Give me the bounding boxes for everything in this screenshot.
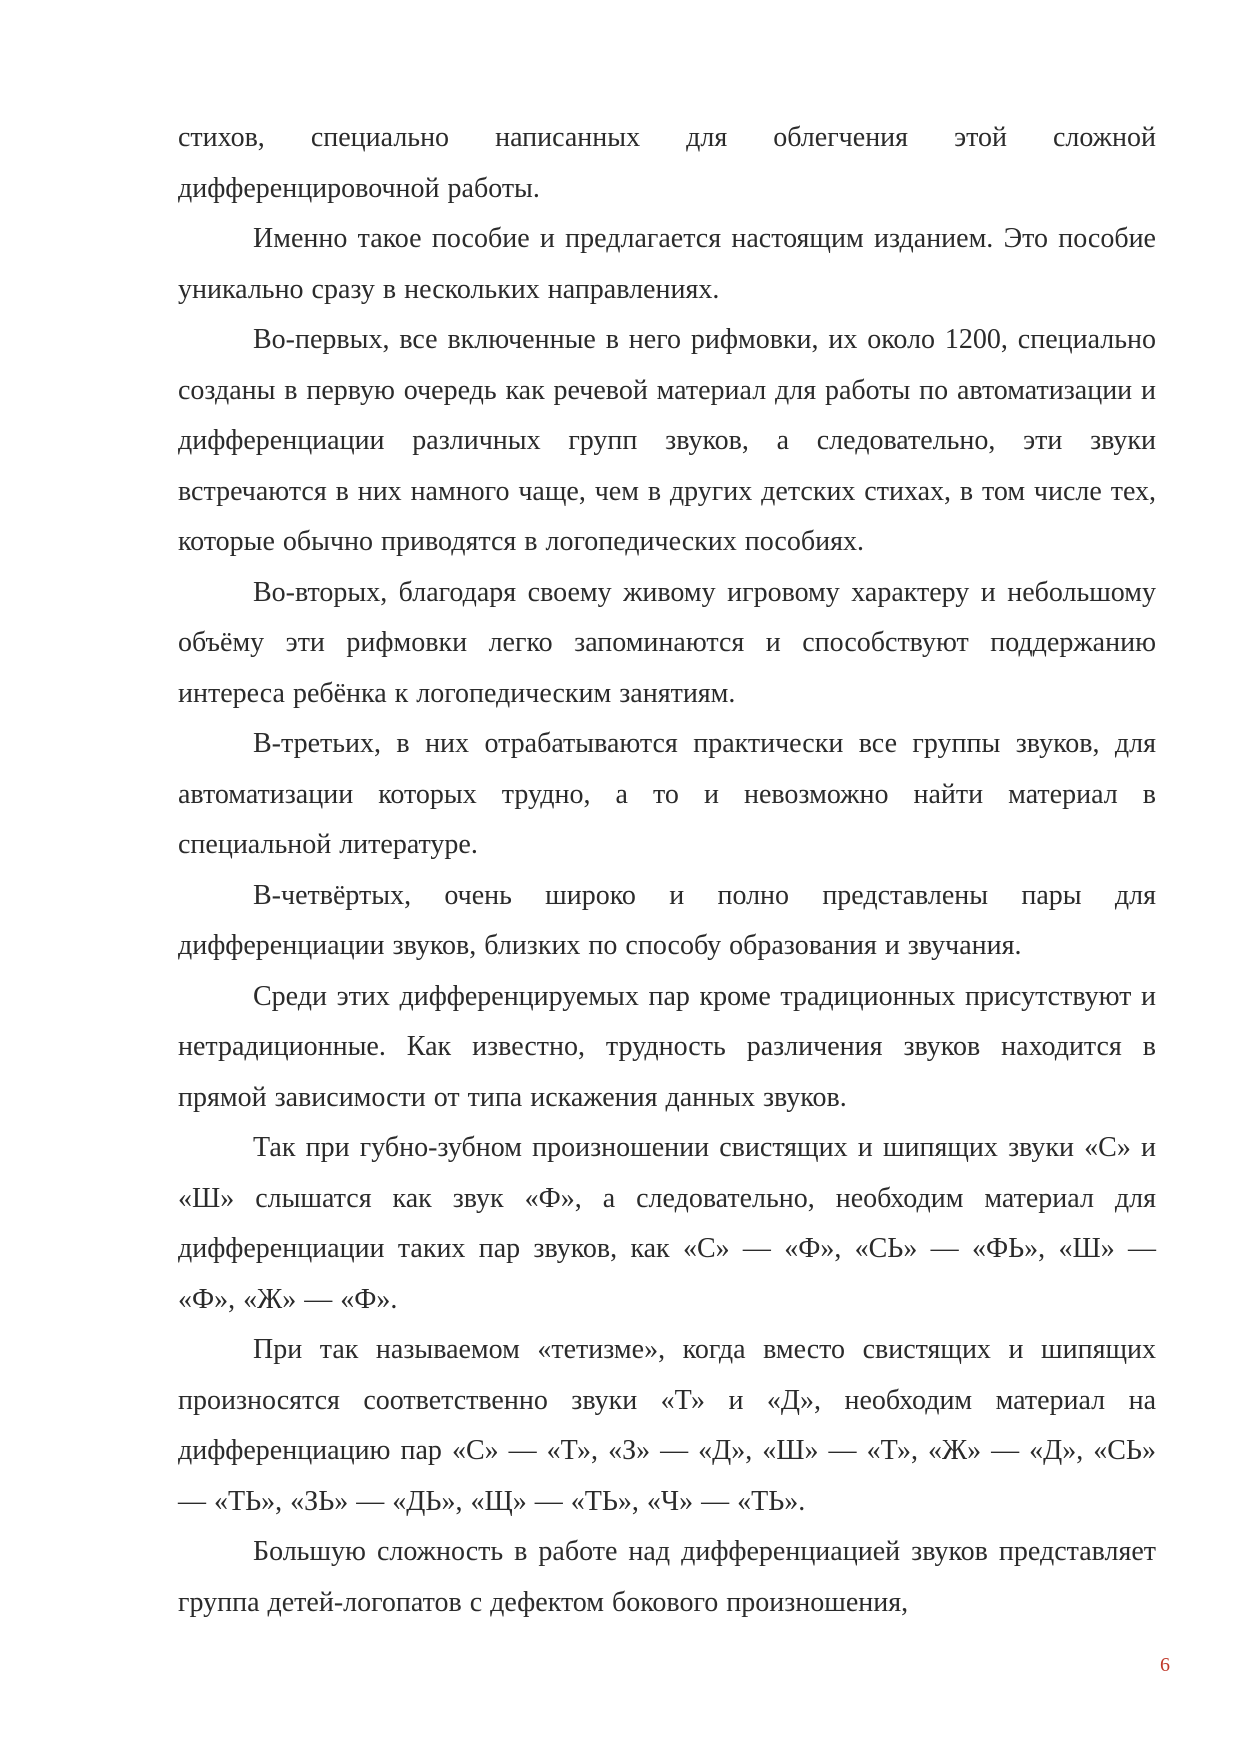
paragraph-pairs: Среди этих дифференцируемых пар кроме традиционных присутствуют и нетрадиционные. Как известно, трудность различения звуков находится в прямой зависимости от типа искажения данных звуков. bbox=[178, 980, 1156, 1113]
paragraph-lateral: Большую сложность в работе над дифференциацией звуков представляет группа детей-логопатов с дефектом бокового произношения, bbox=[178, 1536, 1156, 1618]
paragraph-fourthly: В-четвёртых, очень широко и полно представлены пары для дифференциации звуков, близких по способу образования и звучания. bbox=[178, 879, 1156, 961]
paragraph-firstly: Во-первых, все включенные в него рифмовки, их около 1200, специально созданы в первую очередь как речевой материал для работы по автоматизации и дифференциации различных групп звуков, а следовательно, эти звуки встречаются в них намного чаще, чем в других детских стихах, в том числе тех, которые обычно приводятся в логопедических пособиях. bbox=[178, 324, 1156, 557]
paragraph-labiodental: Так при губно-зубном произношении свистящих и шипящих звуки «С» и «Ш» слышатся как звук «Ф», а следовательно, необходим материал для дифференциации таких пар звуков, как «С» — «Ф», «СЬ» — «ФЬ», «Ш» — «Ф», «Ж» — «Ф». bbox=[178, 1132, 1156, 1315]
paragraph-tetism: При так называемом «тетизме», когда вместо свистящих и шипящих произносятся соответственно звуки «Т» и «Д», необходим материал на дифференциацию пар «С» — «Т», «З» — «Д», «Ш» — «Т», «Ж» — «Д», «СЬ» — «ТЬ», «ЗЬ» — «ДЬ», «Щ» — «ТЬ», «Ч» — «ТЬ». bbox=[178, 1334, 1156, 1517]
paragraph-secondly: Во-вторых, благодаря своему живому игровому характеру и небольшому объёму эти рифмовки легко запоминаются и способствуют поддержанию интереса ребёнка к логопедическим занятиям. bbox=[178, 576, 1156, 709]
page-number: 6 bbox=[1160, 1654, 1170, 1676]
paragraph-continuation: стихов, специально написанных для облегчения этой сложной дифференцировочной работы. bbox=[178, 122, 1156, 204]
paragraph-publication-intro: Именно такое пособие и предлагается настоящим изданием. Это пособие уникально сразу в нескольких направлениях. bbox=[178, 223, 1156, 305]
body-text bbox=[178, 113, 1156, 1628]
paragraph-thirdly: В-третьих, в них отрабатываются практически все группы звуков, для автоматизации которых трудно, а то и невозможно найти материал в специальной литературе. bbox=[178, 728, 1156, 860]
